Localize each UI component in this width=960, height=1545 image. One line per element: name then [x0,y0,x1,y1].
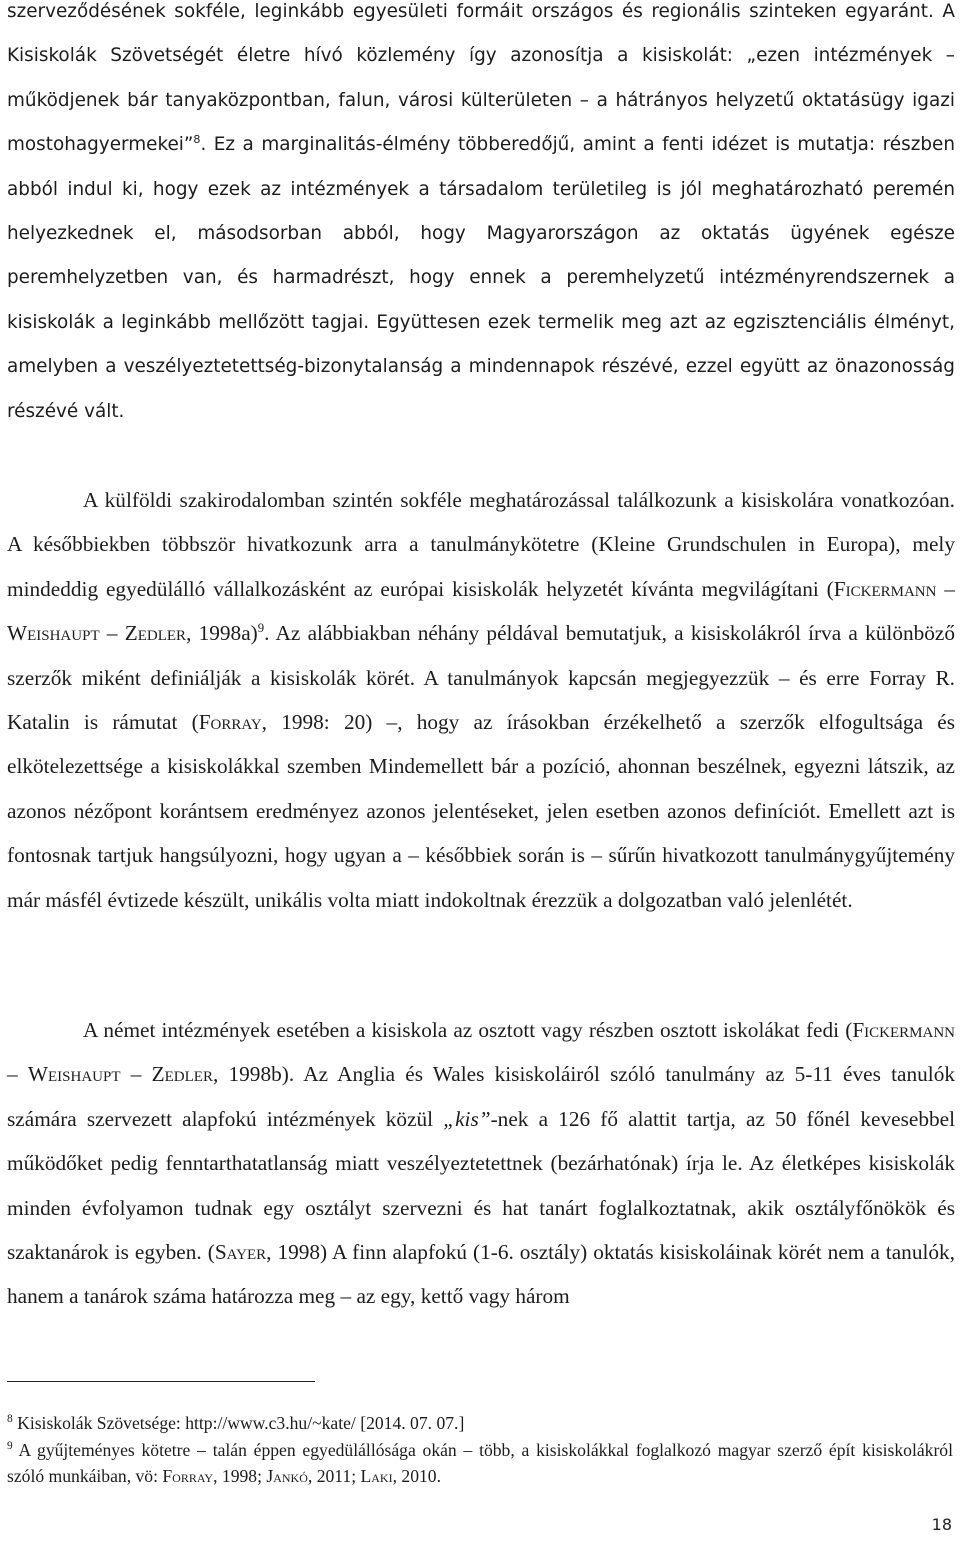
paragraph-3-text-a: A német intézmények esetében a kisiskola az osztott vagy részben osztott iskolákat fedi ( [83,1018,853,1042]
quoted-term-kis: „kis” [443,1106,491,1131]
author-separator: – [120,1062,152,1087]
paragraph-3-text-b: , 1998b). Az Anglia és Wales kisiskoláiról szóló tanulmány az 5-11 éves tanulók számára szervezett alapfokú intézmények közül [7,1062,955,1131]
footnote-9-text: , 1998; [213,1466,267,1486]
author-fickermann: Fickermann [852,1018,955,1042]
author-janko: Jankó [266,1466,308,1486]
author-laki: Laki [360,1466,393,1486]
author-sayer: Sayer [214,1240,267,1265]
paragraph-2-text-b: , 1998a) [186,621,258,646]
footnote-9-text: , 2011; [307,1466,361,1486]
author-separator: – [936,576,955,601]
footnote-separator [7,1381,315,1382]
paragraph-3-text-d: , 1998) A finn alapfokú (1-6. osztály) oktatás kisiskoláinak körét nem a tanulók, hanem a tanárok száma határozza meg – az egy, kettő vagy három [7,1240,956,1309]
footnote-mark-9: 9 [7,1439,13,1452]
footnote-9 [7,1437,953,1490]
page-number: 18 [931,1515,952,1534]
footnote-8-text: Kisiskolák Szövetsége: http://www.c3.hu/~kate/ [2014. 07. 07.] [12,1413,465,1433]
author-zedler: Zedler [151,1062,213,1087]
footnote-9-text: A gyűjteményes kötetre – talán éppen egyedülállósága okán – több, a kisiskolákkal foglalkozó magyar szerző épít kisiskolákról szóló munkáiban, vö: [7,1439,953,1486]
author-zedler: Zedler [124,621,187,646]
author-weishaupt: Weishaupt [27,1062,121,1087]
author-weishaupt: Weishaupt [7,621,100,646]
paragraph-1-text-b: . Ez a marginalitás-élmény többeredőjű, amint a fenti idézet is mutatja: részben abból indul ki, hogy ezek az intézmények a társadalom területileg is jól meghatározható peremén helyezkednek el, másodsorban abból, hogy Magyarországon az oktatás ügyének egésze peremhelyzetben van, és harmadrészt, hogy ennek a peremhelyzetű intézményrendszernek a kisiskolák a leginkább mellőzött tagjai. Együttesen ezek termelik meg azt az egzisztenciális élményt, amelyben a veszélyeztetettség-bizonytalanság a mindennapok részévé, ezzel együtt az önazonosság részévé vált. [7,134,955,422]
footnote-ref-9[interactable]: 9 [257,621,265,636]
paragraph-2-text-c: . Az alábbiakban néhány példával bemutatjuk, a kisiskolákról írva a különböző szerzők miként definiálják a kisiskolák körét. A tanulmányok kapcsán megjegyezzük – és erre Forray R. Katalin is rámutat ( [7,621,956,735]
paragraph-1 [7,0,955,434]
paragraph-3 [7,1008,955,1319]
paragraph-2 [7,478,955,922]
author-separator: – [7,1062,28,1087]
paragraph-2-text-d: , 1998: 20) –, hogy az írásokban érzékelhető a szerzők elfogultsága és elkötelezettsége a kisiskolákkal szemben Mindemellett bár a pozíció, ahonnan beszélnek, egyezni látszik, az azonos nézőpont korántsem eredményez azonos jelentéseket, jelen esetben azonos definíciót. Emellett azt is fontosnak tartjuk hangsúlyozni, hogy ugyan a – későbbiek során is – sűrűn hivatkozott tanulmánygyűjtemény már másfél évtizede készült, unikális volta miatt indokoltnak érezzük a dolgozatban való jelenlétét. [7,710,955,912]
footnote-9-text: , 2010. [392,1466,441,1486]
footnote-mark-8: 8 [7,1413,13,1426]
paragraph-2-text-a: A külföldi szakirodalomban szintén sokféle meghatározással találkozunk a kisiskolára vonatkozóan. A későbbiekben többször hivatkozunk arra a tanulmánykötetre (Kleine Grundschulen in Europa), mely mindeddig egyedülálló vállalkozásként az európai kisiskolák helyzetét kívánta megvilágítani ( [7,488,955,601]
author-fickermann: Fickermann [833,576,937,601]
author-separator: – [99,621,125,646]
paragraph-3-text-c: -nek a 126 fő alattit tartja, az 50 főnél kevesebbel működőket pedig fenntarthatatlanság miatt veszélyeztetettnek (bezárhatónak) írja le. Az életképes kisiskolák minden évfolyamon tudnak egy osztályt szervezni és hat tanárt foglalkoztatnak, akik osztályfőnökök és szaktanárok is egyben. ( [7,1106,955,1265]
footnotes [7,1410,953,1490]
footnote-ref-8[interactable]: 8 [193,133,201,147]
paragraph-1-text-a: szerveződésének sokféle, leginkább egyesületi formáit országos és regionális szinteken egyaránt. A Kisiskolák Szövetségét életre hívó közlemény így azonosítja a kisiskolát: „ezen intézmények – működjenek bár tanyaközpontban, falun, városi külterületen – a hátrányos helyzetű oktatásügy igazi mostohagyermekei” [7,1,955,156]
author-forray: Forray [162,1466,214,1486]
author-forray: Forray [198,710,262,735]
footnote-8 [7,1410,953,1437]
